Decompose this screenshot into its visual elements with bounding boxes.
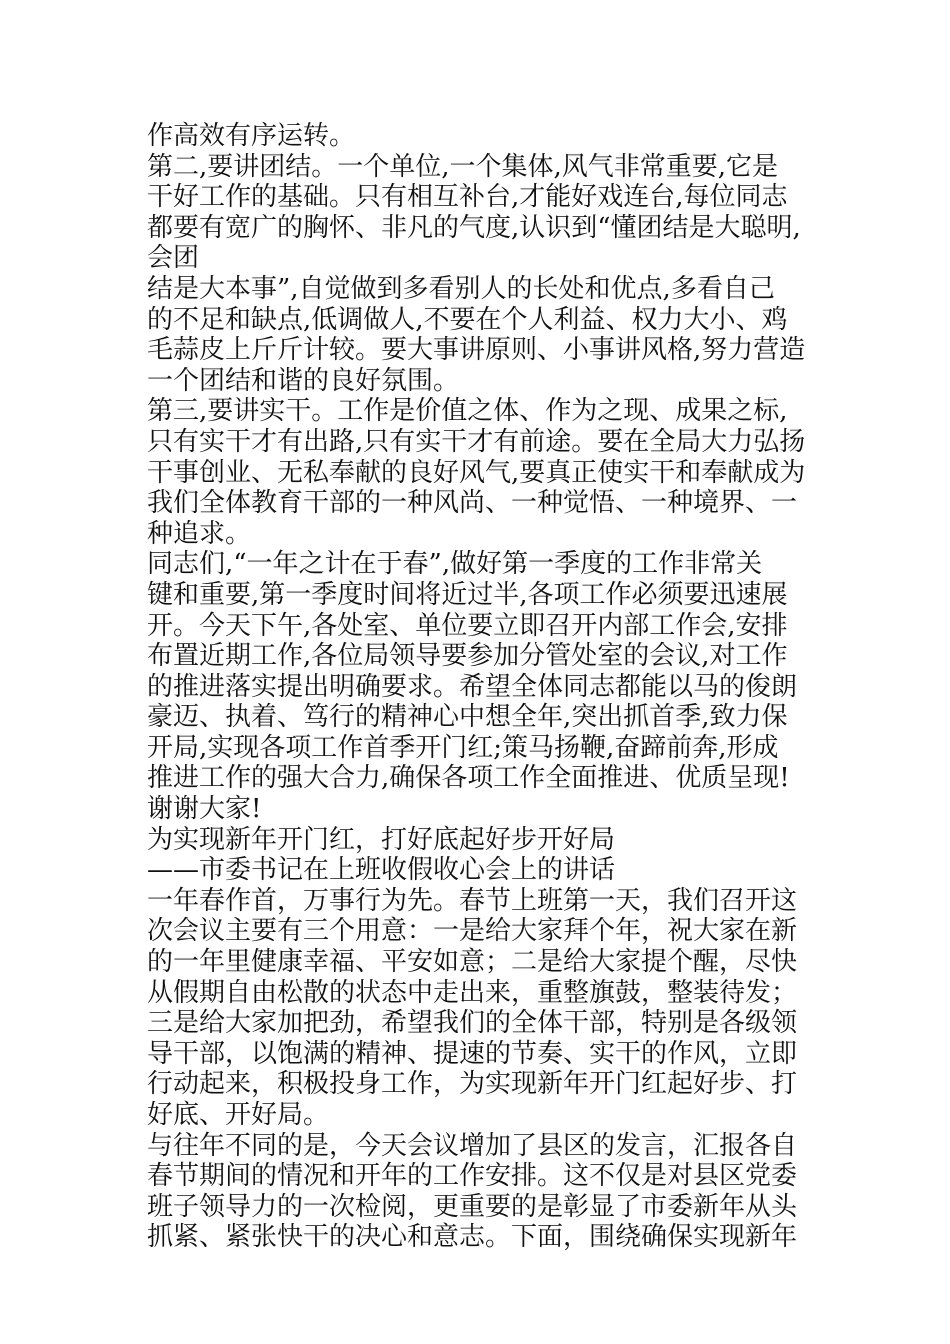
text-line: 谢谢大家! [147, 794, 262, 825]
text-line: 豪迈、执着、笃行的精神心中想全年,突出抓首季,致力保 [147, 702, 788, 733]
text-line: 干事创业、无私奉献的良好风气,要真正使实干和奉献成为 [147, 457, 806, 488]
text-line: ——市委书记在上班收假收心会上的讲话 [147, 855, 616, 886]
text-line: 干好工作的基础。只有相互补台,才能好戏连台,每位同志 [147, 182, 788, 213]
text-line: 三是给大家加把劲，希望我们的全体干部，特别是各级领 [147, 1008, 798, 1039]
text-line: 键和重要,第一季度时间将近过半,各项工作必须要迅速展 [147, 579, 788, 610]
text-line: 会团 [147, 243, 200, 274]
text-line: 毛蒜皮上斤斤计较。要大事讲原则、小事讲风格,努力营造 [147, 335, 806, 366]
text-line: 推进工作的强大合力,确保各项工作全面推进、优质呈现! [147, 763, 790, 794]
text-line: 布置近期工作,各位局领导要参加分管处室的会议,对工作 [147, 641, 788, 672]
text-line: 开。今天下午,各处室、单位要立即召开内部工作会,安排 [147, 610, 788, 641]
text-line: 好底、开好局。 [147, 1100, 330, 1130]
text-line: 导干部，以饱满的精神、提速的节奏、实干的作风，立即 [147, 1038, 798, 1069]
text-line: 结是大本事”,自觉做到多看别人的长处和优点,多看自己 [147, 273, 775, 304]
text-line: 第三,要讲实干。工作是价值之体、作为之现、成果之标, [147, 396, 788, 427]
text-line: 一个团结和谐的良好氛围。 [147, 365, 460, 396]
text-line: 的一年里健康幸福、平安如意；二是给大家提个醒，尽快 [147, 947, 798, 978]
text-line: 种追求。 [147, 518, 252, 549]
text-line: 抓紧、紧张快干的决心和意志。下面，围绕确保实现新年 [147, 1222, 798, 1253]
text-line: 春节期间的情况和开年的工作安排。这不仅是对县区党委 [147, 1161, 798, 1192]
text-line: 的不足和缺点,低调做人,不要在个人利益、权力大小、鸡 [147, 304, 788, 335]
text-line: 班子领导力的一次检阅，更重要的是彰显了市委新年从头 [147, 1191, 798, 1222]
text-line: 作高效有序运转。 [147, 121, 356, 151]
text-line: 与往年不同的是，今天会议增加了县区的发言，汇报各自 [147, 1130, 798, 1161]
document-body [147, 121, 847, 1253]
text-line: 的推进落实提出明确要求。希望全体同志都能以马的俊朗 [147, 671, 798, 702]
text-line: 只有实干才有出路,只有实干才有前途。要在全局大力弘扬 [147, 426, 806, 457]
text-line: 第二,要讲团结。一个单位,一个集体,风气非常重要,它是 [147, 151, 779, 182]
text-line: 行动起来，积极投身工作，为实现新年开门红起好步、打 [147, 1069, 798, 1100]
text-line: 同志们,“一年之计在于春”,做好第一季度的工作非常关 [147, 549, 763, 580]
text-line: 我们全体教育干部的一种风尚、一种觉悟、一种境界、一 [147, 488, 798, 519]
text-line: 从假期自由松散的状态中走出来，重整旗鼓，整装待发； [147, 977, 798, 1008]
text-line: 次会议主要有三个用意：一是给大家拜个年，祝大家在新 [147, 916, 798, 947]
text-line: 都要有宽广的胸怀、非凡的气度,认识到“懂团结是大聪明, [147, 212, 801, 243]
text-line: 为实现新年开门红，打好底起好步开好局 [147, 824, 616, 855]
text-line: 开局,实现各项工作首季开门红;策马扬鞭,奋蹄前奔,形成 [147, 732, 779, 763]
text-line: 一年春作首，万事行为先。春节上班第一天，我们召开这 [147, 885, 798, 916]
